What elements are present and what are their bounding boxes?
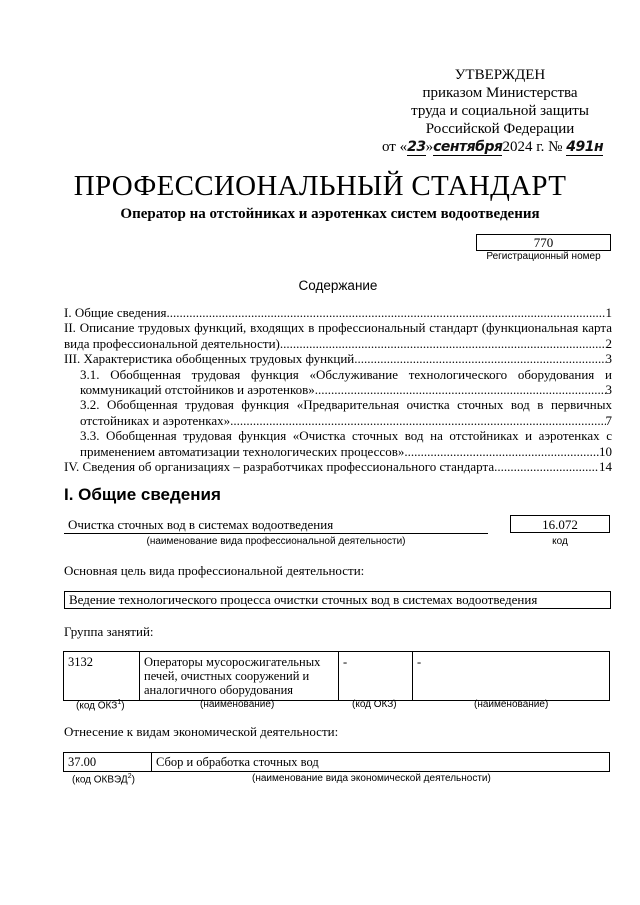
okz-code-caption: (код ОКЗ$^1$) (76, 699, 125, 712)
economic-activity-table (63, 752, 610, 772)
approval-line: Российской Федерации (425, 121, 575, 137)
toc-item[interactable] (64, 320, 612, 351)
order-date-year: 2024 г. № (502, 139, 563, 155)
toc-item[interactable] (64, 351, 612, 366)
okz-code-cell-2: - (339, 652, 413, 701)
activity-code-caption: код (552, 536, 568, 547)
toc-item-page: 3 (605, 382, 612, 398)
toc-item-text-cont: вида профессиональной деятельности) (64, 335, 280, 351)
section-heading: I. Общие сведения (64, 485, 221, 504)
document-subtitle: Оператор на отстойниках и аэротенках систем водоотведения (120, 206, 540, 222)
okz-name-cell-2: - (413, 652, 610, 701)
order-month-handwritten: сентября (433, 139, 503, 155)
table-of-contents (64, 305, 612, 474)
toc-item[interactable] (64, 397, 612, 428)
toc-item-text-cont: коммуникаций отстойников и аэротенков» (80, 382, 315, 398)
okved-name-caption: (наименование вида экономической деятельности) (252, 773, 491, 784)
contents-heading: Содержание (298, 278, 378, 293)
activity-name: Очистка сточных вод в системах водоотведения (64, 517, 488, 534)
activity-code-box: 16.072 (510, 515, 610, 533)
toc-item-page: 1 (605, 305, 612, 320)
toc-item[interactable] (64, 459, 612, 474)
toc-item-text: III. Характеристика обобщенных трудовых функций (64, 351, 355, 367)
approval-block (380, 66, 620, 156)
order-day-handwritten: 23 (407, 139, 426, 155)
toc-item-text: 3.1. Обобщенная трудовая функция «Обслуживание технологического оборудования и (80, 366, 612, 382)
toc-item[interactable] (64, 428, 612, 459)
table-row (64, 753, 610, 772)
toc-item[interactable] (64, 305, 612, 320)
table-row (64, 652, 610, 701)
okved-code-cell: 37.00 (64, 753, 152, 772)
occupations-table (63, 651, 610, 701)
okz-name-caption: (наименование) (200, 699, 275, 710)
toc-item-page: 3 (605, 351, 612, 367)
toc-item-page: 10 (599, 443, 612, 459)
toc-item-text-cont: отстойниках и аэротенках» (80, 412, 231, 428)
toc-item[interactable] (64, 367, 612, 398)
occupations-label: Группа занятий: (64, 624, 154, 639)
toc-item-text: II. Описание трудовых функций, входящих в профессиональный стандарт (функциональная карта (64, 320, 612, 336)
order-date-line (380, 138, 620, 156)
okz-code-caption-2: (код ОКЗ) (352, 699, 397, 710)
economic-activity-label: Отнесение к видам экономической деятельности: (64, 724, 339, 739)
registration-number-box: 770 (476, 234, 611, 251)
okved-code-caption: (код ОКВЭД$^2$) (72, 773, 135, 786)
registration-number-label: Регистрационный номер (486, 251, 601, 262)
activity-name-caption: (наименование вида профессиональной деятельности) (146, 536, 406, 547)
okz-name-caption-2: (наименование) (474, 699, 549, 710)
toc-item-text: IV. Сведения об организациях – разработчиках профессионального стандарта (64, 459, 495, 475)
okz-name-cell: Операторы мусоросжигательных печей, очистных сооружений и аналогичного оборудования (140, 652, 339, 701)
toc-item-text-cont: применением автоматизации технологических процессов» (80, 443, 405, 459)
goal-label: Основная цель вида профессиональной деятельности: (64, 563, 365, 578)
toc-item-page: 14 (599, 459, 612, 475)
approval-line: приказом Министерства (422, 85, 578, 101)
goal-text-box: Ведение технологического процесса очистки сточных вод в системах водоотведения (64, 591, 611, 609)
order-date-prefix: от « (382, 139, 408, 155)
toc-item-text: I. Общие сведения (64, 305, 167, 320)
okz-code-cell: 3132 (64, 652, 140, 701)
order-number-handwritten: 491н (566, 139, 604, 155)
order-date-mid: » (425, 139, 434, 155)
document-title: ПРОФЕССИОНАЛЬНЫЙ СТАНДАРТ (73, 170, 567, 202)
approval-line: труда и социальной защиты (411, 103, 589, 119)
toc-item-page: 2 (605, 335, 612, 351)
toc-item-text: 3.3. Обобщенная трудовая функция «Очистка сточных вод на отстойниках и аэротенках с (80, 428, 612, 444)
toc-item-text: 3.2. Обобщенная трудовая функция «Предварительная очистка сточных вод в первичных (80, 397, 612, 413)
okved-name-cell: Сбор и обработка сточных вод (152, 753, 610, 772)
approval-title: УТВЕРЖДЕН (454, 67, 546, 83)
toc-item-page: 7 (605, 412, 612, 428)
